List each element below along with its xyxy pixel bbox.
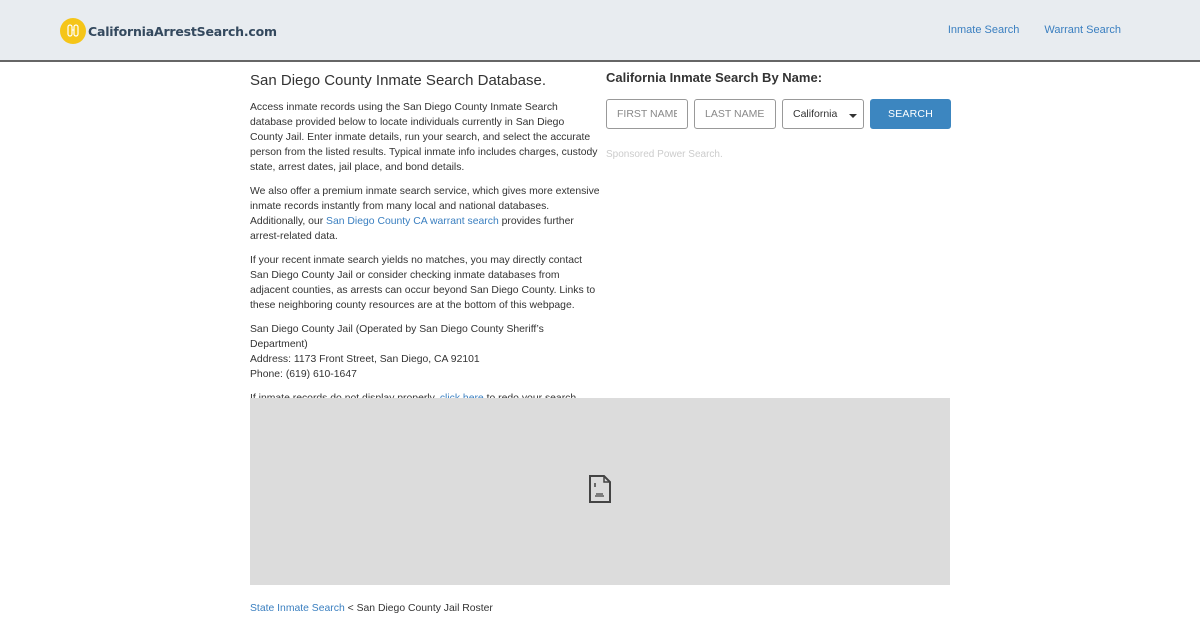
state-select-value: California [793,108,838,120]
breadcrumb-current: San Diego County Jail Roster [356,603,493,614]
jail-contact-info [250,322,600,382]
search-title: California Inmate Search By Name: [606,70,823,85]
first-name-input[interactable] [606,99,688,129]
nav-warrant-search[interactable]: Warrant Search [1044,24,1121,36]
site-logo[interactable] [60,18,277,44]
handcuffs-logo-icon [60,18,86,44]
warrant-search-link[interactable]: San Diego County CA warrant search [326,216,499,227]
article-content [250,72,600,415]
sponsored-label: Sponsored Power Search. [606,149,723,160]
search-panel [606,70,951,160]
breadcrumb [250,603,493,614]
premium-paragraph [250,184,600,244]
intro-paragraph: Access inmate records using the San Diego County Inmate Search database provided below to locate individuals currently in San Diego County Jail. Enter inmate details, run your search, and select the accurate person from the listed results. Typical inmate info includes charges, custody state, arrest dates, jail place, and bond details. [250,102,598,173]
embedded-search-frame[interactable] [250,398,950,585]
jail-name: San Diego County Jail (Operated by San Diego County Sheriff’s Department) [250,324,544,350]
top-nav [948,24,1121,36]
search-button[interactable]: SEARCH [870,99,951,129]
no-matches-paragraph: If your recent inmate search yields no matches, you may directly contact San Diego County Jail or consider checking inmate databases from adjacent counties, as arrests can occur beyond San Diego County. Links to these neighboring county resources are at the bottom of this webpage. [250,255,596,311]
nav-inmate-search[interactable]: Inmate Search [947,24,1020,36]
jail-address: Address: 1173 Front Street, San Diego, CA 92101 [250,354,480,365]
search-form [606,99,951,129]
jail-phone: Phone: (619) 610-1647 [250,369,357,380]
chevron-down-icon [849,114,857,118]
page-title: San Diego County Inmate Search Database. [250,72,547,89]
breadcrumb-state-inmate-search[interactable]: State Inmate Search [250,603,345,614]
premium-text-after: provides further arrest-related data. [250,216,574,242]
site-header [0,0,1200,62]
last-name-input[interactable] [694,99,776,129]
premium-text-before: We also offer a premium inmate search service, which gives more extensive inmate records instantly from many local and national databases. Additionally, our [250,186,600,227]
state-select[interactable] [782,99,864,129]
logo-text: CaliforniaArrestSearch.com [88,23,277,39]
broken-document-icon [588,475,612,508]
breadcrumb-separator: < [344,603,357,614]
